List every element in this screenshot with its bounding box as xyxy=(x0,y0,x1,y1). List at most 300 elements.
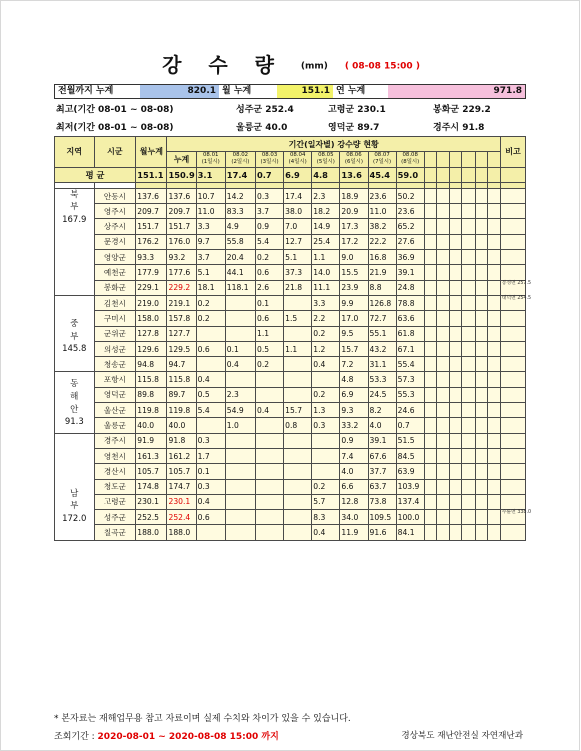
empty-cell xyxy=(462,387,476,402)
day-value: 39.1 xyxy=(396,265,424,280)
empty-cell xyxy=(437,326,450,341)
empty-cell xyxy=(488,204,501,219)
empty-cell xyxy=(424,341,437,356)
day-value: 63.6 xyxy=(396,311,424,326)
empty-cell xyxy=(475,204,488,219)
period-label: 조회기간 : xyxy=(54,732,95,742)
day-value: 109.5 xyxy=(368,510,396,525)
table-row xyxy=(55,464,526,479)
empty-cell xyxy=(475,372,488,387)
empty-cell xyxy=(437,433,450,448)
sum-value: 157.8 xyxy=(167,311,196,326)
sum-value: 93.2 xyxy=(167,250,196,265)
empty-cell xyxy=(449,525,462,540)
average-monthly: 151.1 xyxy=(136,167,167,182)
empty-cell xyxy=(437,234,450,249)
day-value: 0.7 xyxy=(396,418,424,433)
header-day-sub: (4일시) xyxy=(288,159,307,166)
empty-cell xyxy=(424,311,437,326)
day-value: 65.2 xyxy=(396,219,424,234)
day-value xyxy=(284,510,312,525)
title-as-of: ( 08-08 15:00 ) xyxy=(344,61,420,72)
average-sum: 150.9 xyxy=(167,167,196,182)
note-cell xyxy=(500,464,525,479)
period-line xyxy=(54,729,279,742)
day-value: 10.7 xyxy=(196,188,225,203)
day-value: 44.1 xyxy=(225,265,255,280)
day-value: 7.4 xyxy=(340,448,368,463)
municipality-name: 영천시 xyxy=(94,448,136,463)
monthly-value: 219.0 xyxy=(136,295,167,310)
empty-cell xyxy=(424,403,437,418)
monthly-value: 115.8 xyxy=(136,372,167,387)
yearly-total-value: 971.8 xyxy=(388,85,525,98)
maximum-label: 최고(기간 08-01 ~ 08-08) xyxy=(56,105,174,115)
day-value: 53.3 xyxy=(368,372,396,387)
empty-cell xyxy=(449,341,462,356)
empty-cell xyxy=(437,448,450,463)
empty-cell xyxy=(475,188,488,203)
title-unit: (mm) xyxy=(300,61,328,72)
table-row xyxy=(55,448,526,463)
day-value: 33.2 xyxy=(340,418,368,433)
empty-cell xyxy=(449,357,462,372)
day-value: 14.2 xyxy=(225,188,255,203)
empty-cell xyxy=(462,372,476,387)
sum-value: 209.7 xyxy=(167,204,196,219)
day-value: 15.7 xyxy=(340,341,368,356)
day-value: 21.8 xyxy=(284,280,312,295)
day-value: 1.1 xyxy=(312,250,340,265)
note-cell xyxy=(500,188,525,203)
empty-cell xyxy=(475,403,488,418)
empty-cell xyxy=(437,188,450,203)
region-name xyxy=(55,295,95,371)
empty-cell xyxy=(488,295,501,310)
day-value xyxy=(284,326,312,341)
empty-cell xyxy=(462,265,476,280)
table-row xyxy=(55,433,526,448)
empty-cell xyxy=(475,341,488,356)
empty-cell xyxy=(488,403,501,418)
minimum-2 xyxy=(328,120,379,133)
table-row xyxy=(55,418,526,433)
day-value: 7.2 xyxy=(340,357,368,372)
municipality-name: 안동시 xyxy=(94,188,136,203)
table-row xyxy=(55,525,526,540)
empty-cell xyxy=(488,357,501,372)
empty-cell xyxy=(424,357,437,372)
municipality-name: 청도군 xyxy=(94,479,136,494)
empty-cell xyxy=(424,188,437,203)
day-value: 2.2 xyxy=(312,311,340,326)
header-day-sub: (5일시) xyxy=(316,159,335,166)
region-name-part: 145.8 xyxy=(62,344,87,355)
empty-cell xyxy=(449,418,462,433)
table-row xyxy=(55,494,526,509)
day-value: 0.3 xyxy=(256,188,284,203)
day-value: 17.4 xyxy=(284,188,312,203)
header-day xyxy=(284,152,312,167)
disclaimer: * 본자료는 재해업무용 참고 자료이며 실제 수치와 차이가 있을 수 있습니다. xyxy=(54,714,351,724)
day-value: 27.6 xyxy=(396,234,424,249)
day-value: 54.9 xyxy=(225,403,255,418)
empty-cell xyxy=(475,418,488,433)
day-value: 0.1 xyxy=(196,464,225,479)
empty-cell xyxy=(437,494,450,509)
empty-cell xyxy=(424,479,437,494)
average-row xyxy=(55,167,526,182)
note-cell: 수륜면 338.0 xyxy=(500,510,525,525)
day-value xyxy=(196,418,225,433)
day-value: 7.0 xyxy=(284,219,312,234)
empty-cell xyxy=(475,219,488,234)
municipality-name: 군위군 xyxy=(94,326,136,341)
day-value: 50.2 xyxy=(396,188,424,203)
header-day-date: 08.03 xyxy=(261,152,278,159)
rainfall-table-body xyxy=(55,167,532,540)
empty-cell xyxy=(475,250,488,265)
day-value: 0.4 xyxy=(225,357,255,372)
day-value: 3.7 xyxy=(196,250,225,265)
previous-total-label: 전월까지 누계 xyxy=(55,85,140,98)
day-value xyxy=(284,464,312,479)
monthly-value: 89.8 xyxy=(136,387,167,402)
day-value: 24.8 xyxy=(396,280,424,295)
empty-cell xyxy=(424,510,437,525)
note-cell xyxy=(500,311,525,326)
day-value: 20.4 xyxy=(225,250,255,265)
empty-cell xyxy=(449,479,462,494)
day-value: 103.9 xyxy=(396,479,424,494)
day-value: 17.2 xyxy=(340,234,368,249)
day-value xyxy=(256,448,284,463)
day-value: 9.0 xyxy=(340,250,368,265)
empty-cell xyxy=(424,265,437,280)
empty-cell xyxy=(437,167,450,182)
monthly-value: 188.0 xyxy=(136,525,167,540)
empty-cell xyxy=(462,448,476,463)
header-period: 기간(일자별) 강수량 현황 xyxy=(167,137,500,152)
header-municipality: 시군 xyxy=(94,137,136,168)
table-row xyxy=(55,403,526,418)
empty-cell xyxy=(437,219,450,234)
empty-cell xyxy=(462,479,476,494)
table-row xyxy=(55,188,526,203)
day-value xyxy=(225,494,255,509)
monthly-value: 174.8 xyxy=(136,479,167,494)
empty-cell xyxy=(424,234,437,249)
municipality-name: 구미시 xyxy=(94,311,136,326)
note-cell xyxy=(500,433,525,448)
monthly-value: 158.0 xyxy=(136,311,167,326)
minimum-3 xyxy=(433,120,484,133)
note-cell xyxy=(500,494,525,509)
header-note: 비고 xyxy=(500,137,525,168)
note-cell xyxy=(500,326,525,341)
empty-cell xyxy=(488,510,501,525)
empty-cell xyxy=(475,464,488,479)
empty-cell xyxy=(424,387,437,402)
day-value: 24.5 xyxy=(368,387,396,402)
day-value: 2.3 xyxy=(312,188,340,203)
sum-value: 230.1 xyxy=(167,494,196,509)
header-day xyxy=(225,152,255,167)
day-value xyxy=(225,326,255,341)
day-value: 0.2 xyxy=(256,250,284,265)
day-value: 1.2 xyxy=(312,341,340,356)
sum-value: 188.0 xyxy=(167,525,196,540)
empty-cell xyxy=(488,250,501,265)
empty-cell xyxy=(488,525,501,540)
day-value: 1.1 xyxy=(284,341,312,356)
empty-cell xyxy=(488,341,501,356)
empty-cell xyxy=(475,525,488,540)
empty-cell xyxy=(488,448,501,463)
day-value: 84.1 xyxy=(396,525,424,540)
day-value: 0.6 xyxy=(196,341,225,356)
municipality-name: 영덕군 xyxy=(94,387,136,402)
day-value xyxy=(256,494,284,509)
day-value: 55.8 xyxy=(225,234,255,249)
municipality-name: 경주시 xyxy=(94,433,136,448)
empty-cell xyxy=(424,433,437,448)
day-value xyxy=(225,295,255,310)
empty-cell xyxy=(462,167,476,182)
monthly-value: 176.2 xyxy=(136,234,167,249)
day-value: 23.6 xyxy=(396,204,424,219)
day-value: 0.3 xyxy=(312,418,340,433)
municipality-name: 영주시 xyxy=(94,204,136,219)
municipality-name: 영양군 xyxy=(94,250,136,265)
minimum-2-name: 영덕군 xyxy=(328,123,355,133)
day-value xyxy=(225,464,255,479)
monthly-value: 229.1 xyxy=(136,280,167,295)
day-value: 83.3 xyxy=(225,204,255,219)
region-name-part: 부 xyxy=(70,501,79,512)
day-value: 1.0 xyxy=(225,418,255,433)
empty-cell xyxy=(488,464,501,479)
day-value xyxy=(225,510,255,525)
day-value: 0.6 xyxy=(256,265,284,280)
table-row xyxy=(55,341,526,356)
empty-cell xyxy=(449,464,462,479)
day-value: 55.4 xyxy=(396,357,424,372)
minimum-label: 최저(기간 08-01 ~ 08-08) xyxy=(56,123,174,133)
sum-value: 94.7 xyxy=(167,357,196,372)
sum-value: 129.5 xyxy=(167,341,196,356)
empty-cell xyxy=(449,204,462,219)
header-day-empty xyxy=(475,152,488,167)
municipality-name: 포항시 xyxy=(94,372,136,387)
empty-cell xyxy=(424,418,437,433)
day-value: 39.1 xyxy=(368,433,396,448)
day-value: 24.6 xyxy=(396,403,424,418)
maximum-3-name: 봉화군 xyxy=(433,105,460,115)
empty-cell xyxy=(437,341,450,356)
maximum-1-value: 252.4 xyxy=(265,105,294,115)
monthly-total-value: 151.1 xyxy=(277,85,333,98)
header-day-empty xyxy=(449,152,462,167)
region-name-part: 안 xyxy=(70,404,79,415)
header-day-sub: (3일시) xyxy=(260,159,279,166)
empty-cell xyxy=(488,219,501,234)
day-value: 18.1 xyxy=(196,280,225,295)
previous-total-value: 820.1 xyxy=(140,85,219,98)
note-cell xyxy=(500,479,525,494)
table-row xyxy=(55,265,526,280)
empty-cell xyxy=(424,295,437,310)
monthly-value: 177.9 xyxy=(136,265,167,280)
minimum-3-name: 경주시 xyxy=(433,123,460,133)
sum-value: 252.4 xyxy=(167,510,196,525)
empty-cell xyxy=(488,167,501,182)
day-value xyxy=(284,357,312,372)
day-value: 11.1 xyxy=(312,280,340,295)
region-name-part: 부 xyxy=(70,202,79,213)
day-value: 8.3 xyxy=(312,510,340,525)
empty-cell xyxy=(462,234,476,249)
page-title xyxy=(1,49,581,78)
empty-cell xyxy=(424,525,437,540)
empty-cell xyxy=(449,250,462,265)
average-day-value: 17.4 xyxy=(225,167,255,182)
empty-cell xyxy=(475,433,488,448)
day-value: 38.2 xyxy=(368,219,396,234)
day-value: 23.6 xyxy=(368,188,396,203)
note-cell xyxy=(500,525,525,540)
empty-cell xyxy=(424,204,437,219)
region-name-part: 167.9 xyxy=(62,215,87,226)
empty-cell xyxy=(475,234,488,249)
day-value: 14.0 xyxy=(312,265,340,280)
header-day xyxy=(340,152,368,167)
header-day xyxy=(256,152,284,167)
empty-cell xyxy=(462,433,476,448)
maximum-row xyxy=(56,102,526,116)
empty-cell xyxy=(437,295,450,310)
day-value xyxy=(196,357,225,372)
average-day-value: 0.7 xyxy=(256,167,284,182)
day-value: 34.0 xyxy=(340,510,368,525)
day-value: 84.5 xyxy=(396,448,424,463)
empty-cell xyxy=(462,311,476,326)
header-day-empty xyxy=(462,152,476,167)
day-value: 22.2 xyxy=(368,234,396,249)
empty-cell xyxy=(449,219,462,234)
day-value xyxy=(284,387,312,402)
header-day-sub: (8일시) xyxy=(401,159,420,166)
region-name-part: 동 xyxy=(70,379,79,390)
day-value: 37.3 xyxy=(284,265,312,280)
municipality-name: 울릉군 xyxy=(94,418,136,433)
note-cell: 봉성면 257.5 xyxy=(500,280,525,295)
note-cell xyxy=(500,418,525,433)
empty-cell xyxy=(424,250,437,265)
title-text: 강 수 량 xyxy=(162,53,284,77)
day-value: 0.2 xyxy=(196,295,225,310)
empty-cell xyxy=(488,479,501,494)
day-value: 0.9 xyxy=(340,433,368,448)
day-value: 0.3 xyxy=(196,433,225,448)
table-row xyxy=(55,372,526,387)
day-value: 55.1 xyxy=(368,326,396,341)
monthly-value: 127.8 xyxy=(136,326,167,341)
monthly-value: 151.7 xyxy=(136,219,167,234)
monthly-value: 129.6 xyxy=(136,341,167,356)
average-day-value: 3.1 xyxy=(196,167,225,182)
day-value: 63.7 xyxy=(368,479,396,494)
day-value: 17.3 xyxy=(340,219,368,234)
minimum-3-value: 91.8 xyxy=(462,123,485,133)
day-value: 63.9 xyxy=(396,464,424,479)
empty-cell xyxy=(488,311,501,326)
empty-cell xyxy=(462,494,476,509)
day-value: 0.6 xyxy=(196,510,225,525)
day-value: 67.1 xyxy=(396,341,424,356)
day-value xyxy=(225,311,255,326)
empty-cell xyxy=(424,326,437,341)
empty-cell xyxy=(449,448,462,463)
empty-cell xyxy=(488,372,501,387)
maximum-2-name: 고령군 xyxy=(328,105,355,115)
note-cell xyxy=(500,204,525,219)
table-row xyxy=(55,234,526,249)
empty-cell xyxy=(462,188,476,203)
day-value xyxy=(256,387,284,402)
empty-cell xyxy=(449,433,462,448)
empty-cell xyxy=(475,448,488,463)
maximum-2 xyxy=(328,102,386,115)
day-value: 1.1 xyxy=(256,326,284,341)
header-day xyxy=(396,152,424,167)
empty-cell xyxy=(437,265,450,280)
day-value: 4.0 xyxy=(340,464,368,479)
day-value: 118.1 xyxy=(225,280,255,295)
empty-cell xyxy=(437,510,450,525)
sum-value: 105.7 xyxy=(167,464,196,479)
minimum-1 xyxy=(236,120,287,133)
day-value: 67.6 xyxy=(368,448,396,463)
empty-cell xyxy=(424,448,437,463)
empty-cell xyxy=(437,372,450,387)
empty-cell xyxy=(437,357,450,372)
empty-cell xyxy=(449,494,462,509)
day-value: 0.2 xyxy=(312,479,340,494)
day-value: 12.7 xyxy=(284,234,312,249)
municipality-name: 청송군 xyxy=(94,357,136,372)
day-value: 72.7 xyxy=(368,311,396,326)
empty-cell xyxy=(449,234,462,249)
header-day-empty xyxy=(488,152,501,167)
day-value: 9.5 xyxy=(340,326,368,341)
sum-value: 177.6 xyxy=(167,265,196,280)
empty-cell xyxy=(475,326,488,341)
maximum-3 xyxy=(433,102,491,115)
day-value xyxy=(284,448,312,463)
header-day-sub: (7일시) xyxy=(373,159,392,166)
day-value: 0.2 xyxy=(196,311,225,326)
day-value: 8.8 xyxy=(368,280,396,295)
empty-cell xyxy=(449,372,462,387)
day-value: 0.5 xyxy=(196,387,225,402)
day-value xyxy=(225,479,255,494)
minimum-2-value: 89.7 xyxy=(357,123,380,133)
period-value: 2020-08-01 ~ 2020-08-08 15:00 까지 xyxy=(97,732,279,742)
municipality-name: 울산군 xyxy=(94,403,136,418)
day-value xyxy=(256,525,284,540)
minimum-1-value: 40.0 xyxy=(265,123,288,133)
